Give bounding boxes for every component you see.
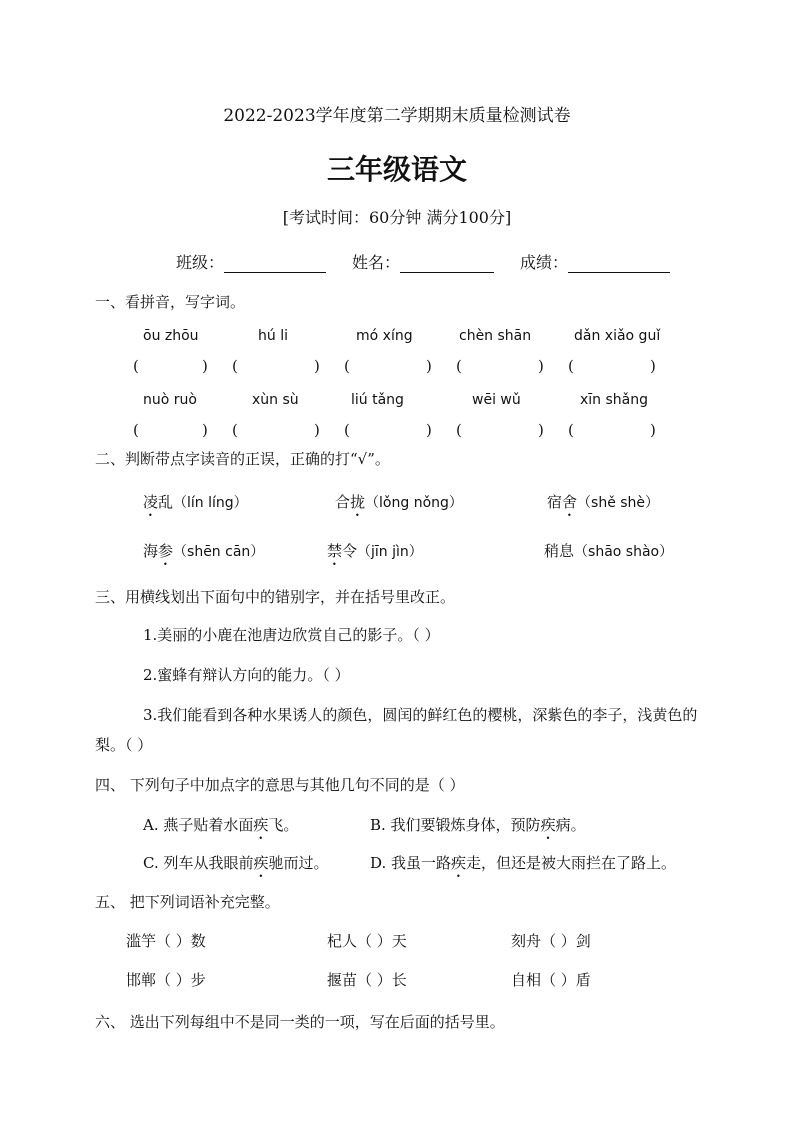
answer-paren-close: ): [650, 357, 656, 375]
answer-paren-open: (: [344, 421, 350, 439]
answer-paren-open: (: [568, 357, 574, 375]
score-field: [520, 253, 670, 273]
q6-heading: 六、 选出下列每组中不是同一类的一项，写在后面的括号里。: [95, 1013, 505, 1031]
q3-sentence-3-cont: 梨。（ ）: [95, 736, 153, 754]
answer-paren-open: (: [232, 357, 238, 375]
answer-paren-close: ): [314, 421, 320, 439]
class-label: 班级：: [176, 253, 225, 272]
q1-pinyin: xīn shǎng: [580, 392, 649, 408]
q2-item: 凌乱（lín líng）: [143, 493, 248, 511]
answer-paren-open: (: [456, 357, 462, 375]
q4-heading: 四、 下列句子中加点字的意思与其他几句不同的是（ ）: [95, 776, 465, 794]
answer-paren-close: ): [426, 421, 432, 439]
q5-idiom: 邯郸（ ）步: [126, 971, 206, 989]
q5-idiom: 刻舟（ ）剑: [511, 932, 591, 950]
q4-option-c: C. 列车从我眼前疾驰而过。: [143, 854, 329, 872]
answer-paren-open: (: [133, 421, 139, 439]
q1-pinyin: ōu zhōu: [143, 328, 199, 344]
answer-paren-open: (: [232, 421, 238, 439]
answer-paren-close: ): [538, 357, 544, 375]
subject-title: 三年级语文: [326, 153, 467, 186]
answer-paren-close: ): [202, 357, 208, 375]
q5-idiom: 自相（ ）盾: [511, 971, 591, 989]
q3-sentence-1: 1.美丽的小鹿在池唐边欣赏自己的影子。（ ）: [143, 626, 440, 644]
q5-idiom: 杞人（ ）天: [327, 932, 407, 950]
q1-pinyin: liú tǎng: [351, 392, 404, 408]
q1-pinyin: nuò ruò: [143, 392, 197, 408]
q2-item: 宿舍（shě shè）: [547, 493, 660, 511]
q2-heading: 二、判断带点字读音的正误，正确的打“√”。: [95, 450, 390, 468]
q1-heading: 一、看拼音，写字词。: [95, 293, 246, 311]
answer-paren-close: ): [426, 357, 432, 375]
q4-option-b: B. 我们要锻炼身体，预防疾病。: [370, 816, 586, 834]
answer-paren-open: (: [568, 421, 574, 439]
q3-heading: 三、用横线划出下面句中的错别字，并在括号里改正。: [95, 588, 456, 606]
q5-idiom: 揠苗（ ）长: [327, 971, 407, 989]
name-blank[interactable]: [400, 256, 494, 273]
class-field: [176, 253, 326, 273]
class-blank[interactable]: [224, 256, 326, 273]
q1-pinyin: xùn sù: [252, 392, 299, 408]
answer-paren-open: (: [456, 421, 462, 439]
score-label: 成绩：: [520, 253, 569, 272]
answer-paren-close: ): [538, 421, 544, 439]
q3-sentence-3: 3.我们能看到各种水果诱人的颜色，圆闰的鲜红色的樱桃，深紫色的李子，浅黄色的: [143, 706, 698, 724]
q1-pinyin: mó xíng: [356, 328, 413, 344]
name-field: [352, 253, 494, 273]
exam-title: 2022-2023学年度第二学期期末质量检测试卷: [223, 106, 571, 126]
q2-item: 禁令（jīn jìn）: [327, 542, 423, 560]
score-blank[interactable]: [568, 256, 670, 273]
answer-paren-close: ): [314, 357, 320, 375]
q4-option-d: D. 我虽一路疾走，但还是被大雨拦在了路上。: [370, 854, 677, 872]
q4-option-a: A. 燕子贴着水面疾飞。: [143, 816, 299, 834]
q3-sentence-2: 2.蜜蜂有辩认方向的能力。（ ）: [143, 666, 350, 684]
q1-pinyin: chèn shān: [459, 328, 532, 344]
q2-item: 合拢（lǒng nǒng）: [335, 493, 463, 511]
q5-idiom: 滥竽（ ）数: [126, 932, 206, 950]
answer-paren-open: (: [133, 357, 139, 375]
q1-pinyin: dǎn xiǎo guǐ: [574, 328, 661, 344]
q2-item: 稍息（shāo shào）: [544, 542, 674, 560]
name-label: 姓名：: [352, 253, 401, 272]
answer-paren-open: (: [344, 357, 350, 375]
answer-paren-close: ): [202, 421, 208, 439]
q1-pinyin: hú li: [258, 328, 288, 344]
q5-heading: 五、 把下列词语补充完整。: [95, 893, 280, 911]
q2-item: 海参（shēn cān）: [143, 542, 265, 560]
q1-pinyin: wēi wǔ: [472, 392, 521, 408]
answer-paren-close: ): [650, 421, 656, 439]
exam-info: [考试时间：60分钟 满分100分]: [282, 208, 512, 227]
